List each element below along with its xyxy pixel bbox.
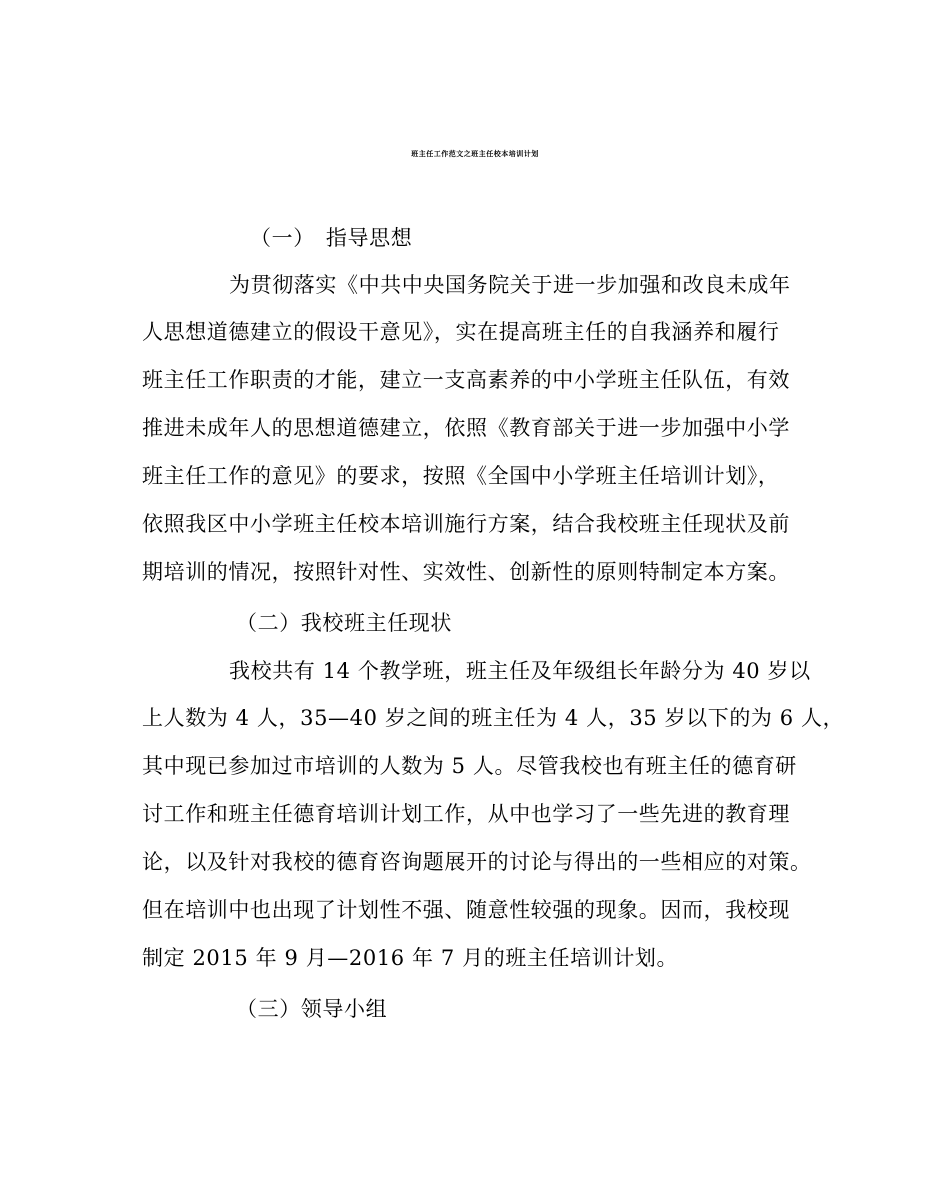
paragraph-line: 期培训的情况，按照针对性、实效性、创新性的原则特制定本方案。 <box>142 560 790 584</box>
paragraph-line: 为贯彻落实《中共中央国务院关于进一步加强和改良未成年 <box>229 273 791 297</box>
paragraph-line: 推进未成年人的思想道德建立，依照《教育部关于进一步加强中小学 <box>142 416 790 440</box>
paragraph-line: 我校共有 14 个教学班，班主任及年级组长年龄分为 40 岁以 <box>229 659 811 683</box>
paragraph-line: 讨工作和班主任德育培训计划工作，从中也学习了一些先进的教育理 <box>142 802 790 826</box>
paragraph-line: 人思想道德建立的假设干意见》，实在提高班主任的自我涵养和履行 <box>142 320 780 344</box>
document-title: 班主任工作范文之班主任校本培训计划 <box>411 149 539 158</box>
paragraph-line: 其中现已参加过市培训的人数为 5 人。尽管我校也有班主任的德育研 <box>142 754 797 778</box>
paragraph-line: 但在培训中也出现了计划性不强、随意性较强的现象。因而，我校现 <box>142 898 790 922</box>
section-heading-guiding-thought: （一） 指导思想 <box>250 226 413 250</box>
paragraph-line: 上人数为 4 人，35—40 岁之间的班主任为 4 人，35 岁以下的为 6 人， <box>142 706 845 730</box>
paragraph-line: 班主任工作的意见》的要求，按照《全国中小学班主任培训计划》， <box>142 464 780 488</box>
paragraph-line: 依照我区中小学班主任校本培训施行方案，结合我校班主任现状及前 <box>142 512 790 536</box>
paragraph-line: 论，以及针对我校的德育咨询题展开的讨论与得出的一些相应的对策。 <box>142 850 812 874</box>
paragraph-line: 班主任工作职责的才能，建立一支高素养的中小学班主任队伍，有效 <box>142 368 790 392</box>
section-heading-leadership-group: （三）领导小组 <box>236 997 388 1021</box>
section-heading-current-status: （二）我校班主任现状 <box>236 611 452 635</box>
paragraph-line: 制定 2015 年 9 月—2016 年 7 月的班主任培训计划。 <box>142 946 679 970</box>
